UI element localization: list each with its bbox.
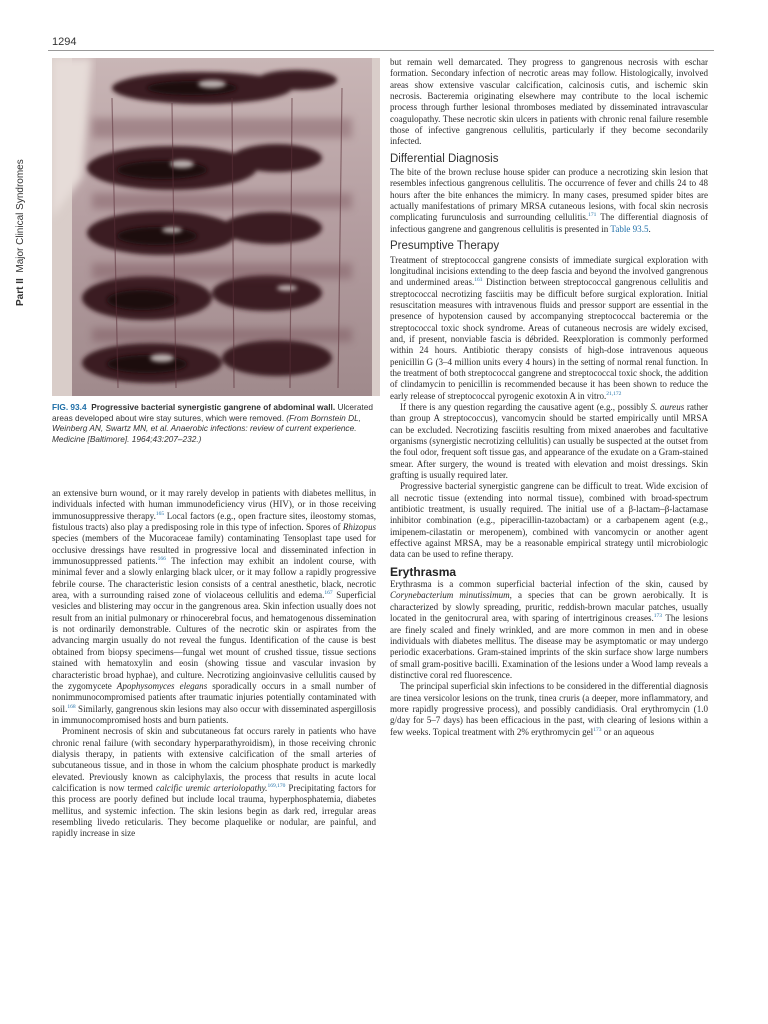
clinical-photo-illustration xyxy=(52,58,380,396)
running-section-label xyxy=(6,96,30,306)
paragraph: but remain well demarcated. They progress to gangrenous necrosis with eschar formation. Secondary infection of necrotic areas may follow. Histologically, involved areas show extensive vascular calcification, calcinosis cutis, and ischemic skin necrosis. Bacteremia originating elsewhere may contribute to the local ischemic process through further lesional thromboses mediated by disseminated intravascular coagulopathy. These necrotic skin ulcers in patients with chronic renal failure resemble those of infective gangrenous cellulitis, particularly if they become secondarily infected. xyxy=(390,57,708,147)
figure-caption xyxy=(52,402,382,444)
paragraph: If there is any question regarding the causative agent (e.g., possibly S. aureus rather than group A streptococcus), vancomycin should be started empirically until MRSA can be excluded. Necrotizing fasciitis resulting from mixed anaerobes and facultative organisms (synergistic necrotizing cellulitis) can usually be suspected at the outset from the foul odor, frequent soft tissue gas, and appearance of the exudate on a Gram-stained smear. After surgery, the wound is treated with elevation and moist dressings. Skin grafting is usually required later. xyxy=(390,401,708,481)
table-link[interactable]: Table 93.5 xyxy=(610,223,649,234)
reference-link[interactable]: 166 xyxy=(157,556,166,563)
figure-photo-abdominal-wall-gangrene xyxy=(52,58,380,396)
reference-link[interactable]: 161 xyxy=(474,277,483,284)
paragraph: Progressive bacterial synergistic gangrene can be difficult to treat. Wide excision of all necrotic tissue (extending into normal tissue), combined with broad-spectrum antibiotic treatment, is usually required. The initial use of a β-lactam–β-lactamase inhibitor combination (e.g., piperacillin-tazobactam) or a carbapenem agent (e.g., imipenem-cilastatin or meropenem), combined with vancomycin or another agent effective against MRSA, may be a reasonable empirical strategy until microbiologic data can be used to refine therapy. xyxy=(390,481,708,560)
page-number: 1294 xyxy=(52,36,77,48)
reference-link[interactable]: 167 xyxy=(324,590,333,597)
part-label: Part II xyxy=(15,278,26,306)
right-text-column xyxy=(390,57,708,738)
figure-source: (From Bornstein DL, Weinberg AN, Swartz MN, et al. Anaerobic infections: review of current experience. Medicine [Baltimore]. 1964;43:207–232.) xyxy=(52,412,361,444)
reference-link[interactable]: 168 xyxy=(67,703,76,710)
reference-link[interactable]: 171 xyxy=(588,212,597,219)
reference-link[interactable]: 173 xyxy=(593,726,602,733)
paragraph: The bite of the brown recluse house spider can produce a necrotizing skin lesion that resembles infectious gangrenous cellulitis. The occurrence of fever and chills 24 to 48 hours after the bite enhances the mimicry. In many cases, presumed spider bites are actually manifestations of primary MRSA cutaneous lesions, with focal skin necrosis complicating furunculosis and surrounding cellulitis.$^{171}$ The differential diagnosis of infectious gangrene and gangrenous cellulitis is presented in Table 93.5. xyxy=(390,167,708,234)
paragraph: Erythrasma is a common superficial bacterial infection of the skin, caused by Corynebacterium minutissimum, a species that can be grown aerobically. It is characterized by slowly spreading, pruritic, reddish-brown macular patches, usually located in the genitocrural area, with sparing of intertriginous creases.$^{173}$ The lesions are finely scaled and finely wrinkled, and are more common in men and in obese individuals with diabetes mellitus. The disease may be asymptomatic or may undergo periodic exacerbations. Gram-stained imprints of the skin surface show large numbers of small gram-positive bacilli. Examination of the lesions under a Wood lamp reveals a distinctive coral red fluorescence. xyxy=(390,579,709,680)
section-label: Major Clinical Syndromes xyxy=(15,159,26,273)
figure-label: FIG. 93.4 xyxy=(52,402,87,412)
paragraph: The principal superficial skin infections to be considered in the differential diagnosis are tinea versicolor lesions on the trunk, tinea cruris (a deeper, more inflammatory, and more rapidly progressive process), and possibly candidiasis. Oral erythromycin (1.0 g/day for 5–7 days) has been efficacious in the past, with clearing of lesions within a few weeks. Topical treatment with 2% erythromycin gel$^{173}$ or an aqueous xyxy=(390,681,708,737)
paragraph: Prominent necrosis of skin and subcutaneous fat occurs rarely in patients who have chronic renal failure (with secondary hyperparathyroidism), in those receiving chronic dialysis therapy, in patients with extensive calcification of the small arteries of subcutaneous tissue, and in those in whom the calcium phosphate product is markedly elevated. Previously known as calciphylaxis, the process that results in acute local calcification is now termed calcific uremic arteriolopathy.$^{169,170}$ Precipitating factors for this process are poorly defined but include local trauma, hyperphosphatemia, diabetes mellitus, and systemic infection. The skin lesions begin as dark red, irregular areas resembling livedo reticularis. They become plaquelike or nodular, are painful, and rapidly increase in size xyxy=(52,726,376,839)
paragraph: an extensive burn wound, or it may rarely develop in patients with diabetes mellitus, in individuals infected with human immunodeficiency virus (HIV), or in those receiving immunosuppressive therapy.$^{165}$ Local factors (e.g., open fracture sites, ileostomy stomas, fistulous tracts) also play a predisposing role in this type of infection. Spores of Rhizopus species (members of the Mucoraceae family) contaminating Tensoplast tape used for occlusive dressings have resulted in progressive local and disseminated infection in immunosuppressed patients.$^{166}$ The infection may exhibit an indolent course, with minimal fever and a slowly enlarging black ulcer, or it may follow a rapidly progressive febrile course. The characteristic lesion consists of a central anesthetic, black, necrotic area, with a surrounding raised zone of violaceous cellulitis and edema.$^{167}$ Superficial vesicles and blistering may occur in the gangrenous area. Skin infection usually does not result from an initial pulmonary or rhinocerebral focus, and hematogenous dissemination is not ordinarily demonstrable. Cultures of the necrotic skin or aspirates from the advancing margin usually do not reveal the fungus. Identification of the cause is best obtained from biopsy specimens—fungal wet mount of crushed tissue, tissue sections stained with hematoxylin and eosin (showing tissue and vascular invasion by characteristic broad hyphae), and culture. Necrotizing angioinvasive cellulitis caused by the zygomycete Apophysomyces elegans sporadically occurs in a small number of nonimmunocompromised patients after traumatic injuries potentially contaminated with soil.$^{168}$ Similarly, gangrenous skin lesions may also occur with disseminated aspergillosis in immunocompromised hosts and burn patients. xyxy=(52,488,376,725)
header-rule xyxy=(48,50,714,51)
reference-link[interactable]: 169,170 xyxy=(267,782,286,789)
left-text-column xyxy=(52,488,376,840)
section-heading-presumptive-therapy: Presumptive Therapy xyxy=(390,240,500,253)
paragraph: Treatment of streptococcal gangrene consists of immediate surgical exploration with longitudinal incisions extending to the deep fascia and beyond the involved gangrenous and undermined areas.$^{161}$ Distinction between streptococcal gangrenous cellulitis and streptococcal necrotizing fasciitis may be difficult before surgical exploration. Initial resuscitation measures with intravenous fluids and pressor support are essential in the presence of hypotension caused by accompanying streptococcal bacteremia or the streptococcal toxic shock syndrome. Areas of cutaneous necrosis are widely excised, and, if present, nonviable fascia is débrided. Reexploration is commonly performed within 24 hours. Antibiotic therapy consists of high-dose intravenous aqueous penicillin G (3–4 million units every 4 hours) in the setting of normal renal function. In the treatment of both streptococcal gangrene and streptococcal toxic shock, the addition of clindamycin to penicillin is recommended because it has been shown to reduce the early release of streptococcal pyrogenic exotoxin A in vitro.$^{21,172}$ xyxy=(390,254,708,401)
figure-title: Progressive bacterial synergistic gangrene of abdominal wall. xyxy=(91,402,336,412)
figure-description: Ulcerated areas developed about wire stay sutures, which were removed. xyxy=(52,402,373,423)
reference-link[interactable]: 173 xyxy=(653,613,663,620)
section-heading-erythrasma: Erythrasma xyxy=(390,564,457,579)
reference-link[interactable]: 165 xyxy=(155,510,165,517)
section-heading-differential-diagnosis: Differential Diagnosis xyxy=(390,152,499,165)
reference-link[interactable]: 21,172 xyxy=(606,390,622,397)
